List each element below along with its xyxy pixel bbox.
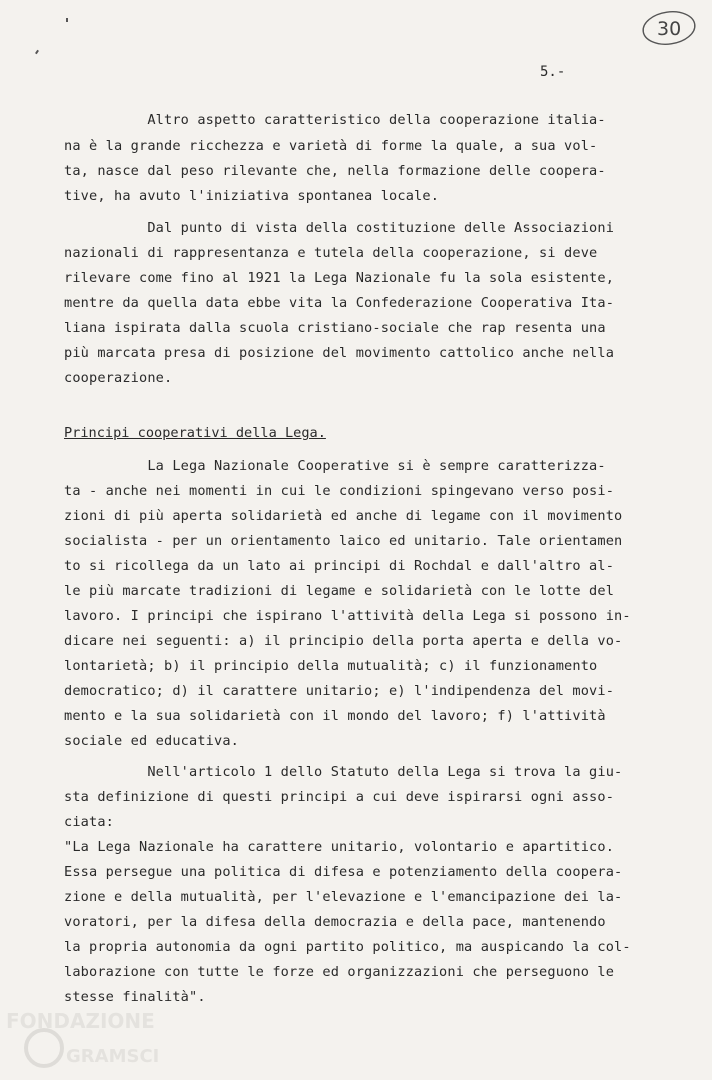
text-line: sociale ed educativa. — [64, 733, 240, 749]
foundation-watermark — [4, 1000, 194, 1070]
text-line: tive, ha avuto l'iniziativa spontanea locale. — [64, 188, 440, 204]
text-line: sta definizione di questi principi a cui deve ispirarsi ogni asso- — [64, 789, 615, 805]
text-line: zioni di più aperta solidarietà ed anche di legame con il movimento — [64, 508, 623, 524]
text-line: socialista - per un orientamento laico ed unitario. Tale orientamen — [64, 533, 623, 549]
margin-mark — [66, 18, 68, 22]
text-line: più marcata presa di posizione del movimento cattolico anche nella — [64, 345, 615, 361]
text-line: liana ispirata dalla scuola cristiano-sociale che rap resenta una — [64, 320, 606, 336]
text-line: mento e la sua solidarietà con il mondo del lavoro; f) l'attività — [64, 708, 606, 724]
text-line: to si ricollega da un lato ai principi di Rochdal e dall'altro al- — [64, 558, 615, 574]
text-line: laborazione con tutte le forze ed organizzazioni che perseguono le — [64, 964, 615, 980]
text-line: nazionali di rappresentanza e tutela della cooperazione, si deve — [64, 245, 598, 261]
text-line: zione e della mutualità, per l'elevazione e l'emancipazione dei la- — [64, 889, 623, 905]
text-line: lavoro. I principi che ispirano l'attività della Lega si possono in- — [64, 608, 631, 624]
text-line: lontarietà; b) il principio della mutualità; c) il funzionamento — [64, 658, 598, 674]
page-number: 5.- — [540, 64, 566, 80]
text-line: mentre da quella data ebbe vita la Confederazione Cooperativa Ita- — [64, 295, 615, 311]
text-line: ta - anche nei momenti in cui le condizioni spingevano verso posi- — [64, 483, 615, 499]
text-line: la propria autonomia da ogni partito politico, ma auspicando la col- — [64, 939, 631, 955]
stamp-number-text: 30 — [657, 18, 682, 40]
text-line: voratori, per la difesa della democrazia e della pace, mantenendo — [64, 914, 606, 930]
text-line: ta, nasce dal peso rilevante che, nella formazione delle coopera- — [64, 163, 606, 179]
text-line: ciata: — [64, 814, 115, 830]
text-line: democratico; d) il carattere unitario; e) l'indipendenza del movi- — [64, 683, 615, 699]
archive-number-stamp — [640, 8, 698, 48]
text-line: Essa persegue una politica di difesa e potenziamento della coopera- — [64, 864, 623, 880]
text-line: rilevare come fino al 1921 la Lega Nazionale fu la sola esistente, — [64, 270, 615, 286]
text-line: na è la grande ricchezza e varietà di forme la quale, a sua vol- — [64, 138, 598, 154]
text-line: Dal punto di vista della costituzione delle Associazioni — [64, 220, 615, 236]
text-line: Nell'articolo 1 dello Statuto della Lega si trova la giu- — [64, 764, 623, 780]
text-line: "La Lega Nazionale ha carattere unitario, volontario e apartitico. — [64, 839, 615, 855]
text-line: cooperazione. — [64, 370, 173, 386]
text-line: stesse finalità". — [64, 989, 206, 1005]
text-line: La Lega Nazionale Cooperative si è sempre caratterizza- — [64, 458, 606, 474]
watermark-line-2: GRAMSCI — [66, 1046, 160, 1067]
section-heading: Principi cooperativi della Lega. — [64, 425, 326, 441]
text-line: le più marcate tradizioni di legame e solidarietà con le lotte del — [64, 583, 615, 599]
text-line: dicare nei seguenti: a) il principio della porta aperta e della vo- — [64, 633, 623, 649]
margin-mark — [35, 50, 39, 54]
text-line: Altro aspetto caratteristico della cooperazione italia- — [64, 112, 606, 128]
watermark-line-1: FONDAZIONE — [6, 1009, 155, 1033]
